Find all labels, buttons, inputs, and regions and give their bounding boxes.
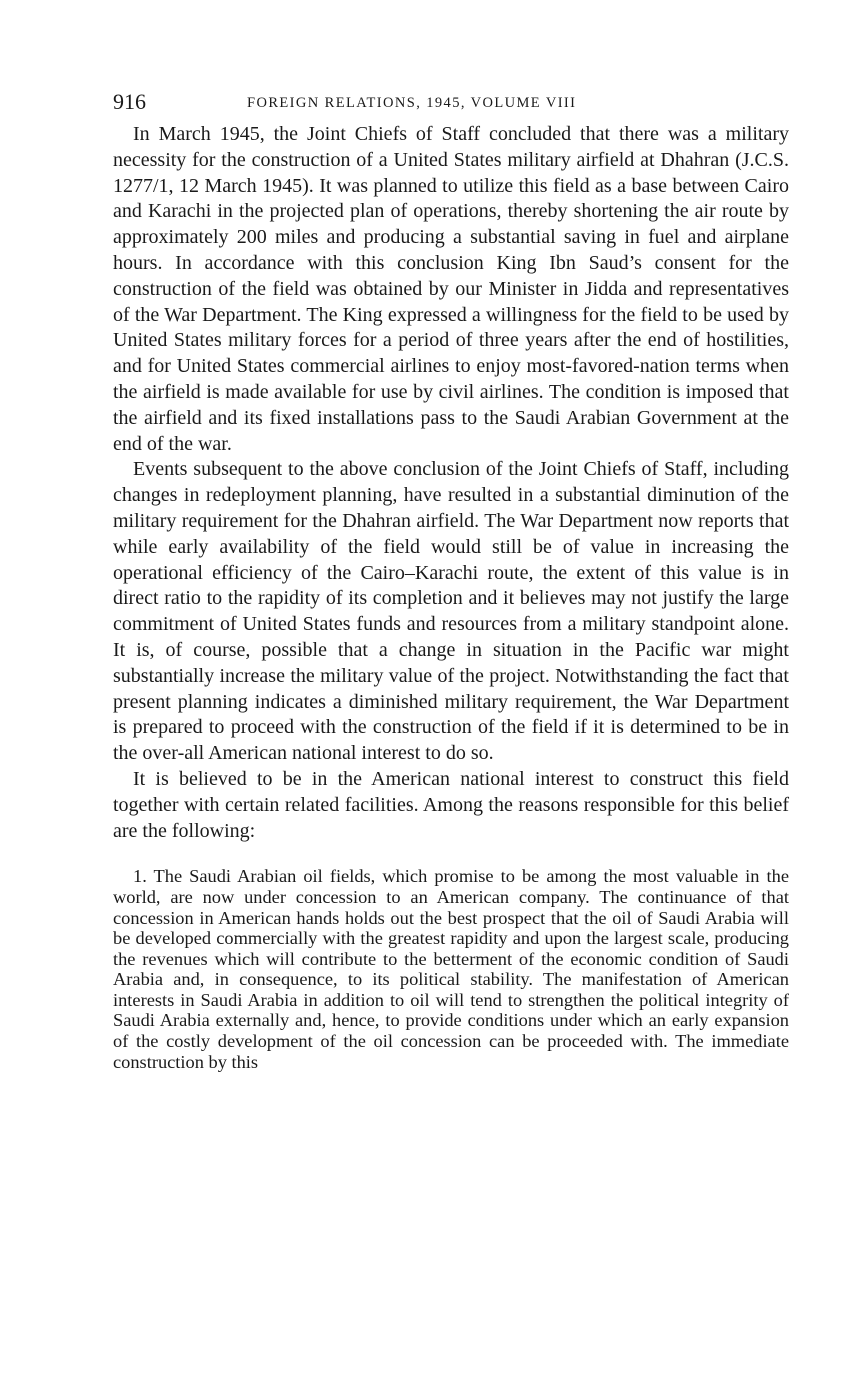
list-item-oil-fields: 1. The Saudi Arabian oil fields, which promise to be among the most valuable in the world, are now under concession to an American company. The continuance of that concession in American hands holds out the best prospect that the oil of Saudi Arabia will be developed commercially with the greatest rapidity and upon the largest scale, producing the revenues which will contribute to the betterment of the economic condition of Saudi Arabia and, in consequence, to its political stability. The manifestation of American interests in Saudi Arabia in addition to oil will tend to strengthen the political integrity of Saudi Arabia externally and, hence, to provide conditions under which an early expansion of the costly development of the oil concession can be proceeded with. The immediate construction by this xyxy=(113,866,789,1072)
running-head xyxy=(113,88,789,118)
paragraph-jcs-airfield-conclusion: In March 1945, the Joint Chiefs of Staff concluded that there was a military necessity for the construction of a United States military airfield at Dhahran (J.C.S. 1277/1, 12 March 1945). It was planned to utilize this field as a base between Cairo and Karachi in the projected plan of operations, thereby shortening the air route by approximately 200 miles and producing a substantial saving in fuel and airplane hours. In accordance with this conclusion King Ibn Saud’s consent for the construction of the field was obtained by our Minister in Jidda and representatives of the War Department. The King expressed a willingness for the field to be used by United States military forces for a period of three years after the end of hostilities, and for United States commercial airlines to enjoy most-favored-nation terms when the airfield is made available for use by civil airlines. The condition is imposed that the airfield and its fixed installations pass to the Saudi Arabian Government at the end of the war. xyxy=(113,123,789,455)
page-number: 916 xyxy=(113,89,146,114)
document-page xyxy=(113,88,789,1072)
paragraph-subsequent-events: Events subsequent to the above conclusion of the Joint Chiefs of Staff, including changes in redeployment planning, have resulted in a substantial diminution of the military requirement for the Dhahran airfield. The War Department now reports that while early availability of the field would still be of value in increasing the operational efficiency of the Cairo–Karachi route, the extent of this value is in direct ratio to the rapidity of its completion and it believes may not justify the large commitment of United States funds and resources from a military standpoint alone. It is, of course, possible that a change in situation in the Pacific war might substantially increase the military value of the project. Notwithstanding the fact that present planning indicates a diminished military requirement, the War Department is prepared to proceed with the construction of the field if it is determined to be in the over-all American national interest to do so. xyxy=(113,458,789,765)
running-head-title: FOREIGN RELATIONS, 1945, VOLUME VIII xyxy=(247,95,577,111)
paragraph-national-interest: It is believed to be in the American national interest to construct this field together with certain related facilities. Among the reasons responsible for this belief are the following: xyxy=(113,767,789,842)
